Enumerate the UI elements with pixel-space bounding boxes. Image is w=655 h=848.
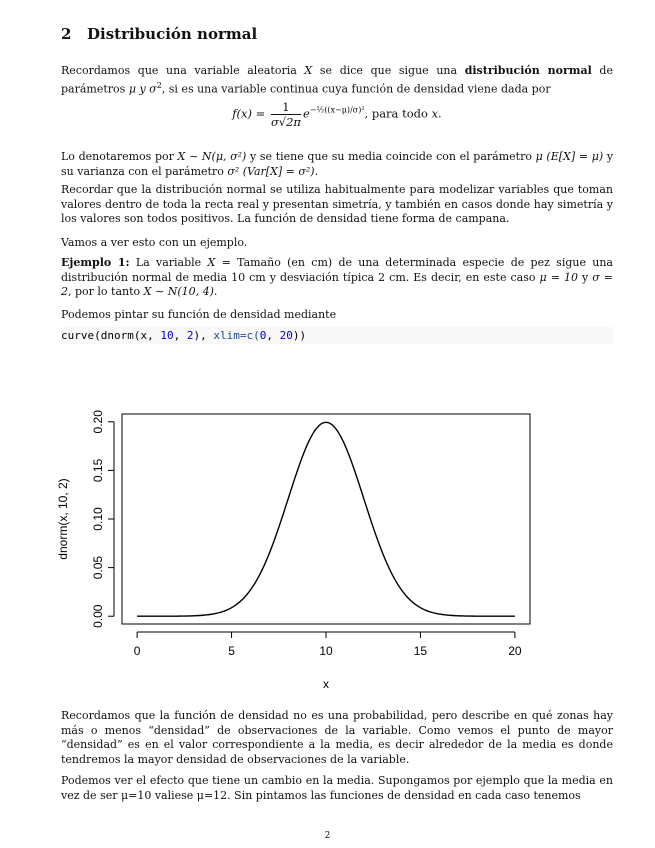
code-num: 0	[259, 329, 267, 342]
example-text: .	[213, 285, 218, 298]
remember-text: Recordar que la distribución normal se utiliza habitualmente para modelizar variables que toman valores dentro de toda la recta real y presentan simetría, y también en casos donde hay simetría y los valores son todos positivos. La función de densidad tiene forma de campana.	[61, 183, 613, 225]
math-params: μ y σ	[128, 82, 157, 96]
density-chart	[58, 400, 548, 700]
math-expr: σ² (Var[X] = σ²)	[227, 164, 315, 178]
intro-bold-term: distribución normal	[464, 64, 592, 77]
lets-see-paragraph	[61, 236, 613, 251]
formula-lhs: f(x) =	[232, 106, 266, 121]
denote-text: .	[314, 164, 319, 178]
formula-numerator: 1	[271, 100, 301, 115]
example-text: , por lo tanto	[68, 285, 144, 298]
formula-rhs: , para todo	[364, 106, 432, 121]
x-tick-label: 10	[319, 644, 333, 658]
y-tick-label: 0.10	[91, 507, 105, 531]
after-plot-text: Recordamos que la función de densidad no es una probabilidad, pero describe en qué zonas hay más o menos “densidad” de observaciones de la variable. Como vemos el punto de mayor “densidad” es en el valor correspondiente a la media, es decir alrededor de la media es donde tendremos la mayor densidad de observaciones de la variable.	[61, 709, 613, 766]
intro-text: , si es una variable continua cuya función de densidad viene dada por	[161, 82, 551, 96]
code-block	[61, 327, 613, 344]
denote-paragraph	[61, 150, 613, 179]
plot-intro-paragraph	[61, 308, 613, 323]
y-tick-label: 0.05	[91, 555, 105, 580]
example-paragraph	[61, 256, 613, 300]
x-tick-label: 20	[508, 644, 522, 658]
section-title: Distribución normal	[87, 25, 258, 43]
formula-exp-power: −½((x−μ)/σ)²	[309, 105, 365, 115]
plot-frame	[122, 414, 530, 624]
y-tick-label: 0.15	[91, 458, 105, 483]
denote-text: y se tiene que su media coincide con el parámetro	[246, 150, 536, 163]
intro-paragraph: Recordamos que una variable aleatoria X se dice que sigue una distribución normal de parámetros μ y $\sigma^2$, si es una variable continua cuya función de densidad viene dada por	[61, 64, 613, 96]
denote-text: y	[603, 150, 614, 163]
x-tick-label: 5	[228, 644, 235, 658]
page-number: 2	[324, 831, 331, 841]
section-number: 2	[61, 25, 72, 43]
x-axis-title: x	[323, 677, 329, 691]
after-plot-paragraph	[61, 709, 613, 767]
formula-exp: e	[303, 106, 310, 121]
code-num: 20	[279, 329, 293, 342]
math-expr: μ = 10	[539, 270, 578, 284]
code-sep: ,	[266, 329, 280, 342]
plot-intro-text: Podemos pintar su función de densidad mediante	[61, 308, 337, 321]
example-text: = Tamaño (en cm) de una determinada especie de pez sigue una distribución normal de media 10 cm y desviación típica 2 cm. Es decir, en este caso	[61, 256, 613, 284]
mean-change-paragraph	[61, 774, 613, 803]
example-label: Ejemplo 1:	[61, 256, 130, 269]
section-heading	[61, 25, 257, 43]
math-expr: X ∼ N(μ, σ²)	[177, 150, 247, 163]
math-expr: μ (E[X] = μ)	[535, 150, 604, 163]
example-text: La variable	[129, 256, 208, 269]
y-axis-title: dnorm(x, 10, 2)	[56, 478, 70, 560]
intro-text: se dice que sigue una	[312, 64, 465, 77]
density-curve	[137, 422, 515, 616]
mean-change-text: Podemos ver el efecto que tiene un cambio en la media. Supongamos por ejemplo que la media en vez de ser μ=10 valiese μ=12. Sin pintamos las funciones de densidad en cada caso tenemos	[61, 774, 613, 802]
denote-text: Lo denotaremos por	[61, 150, 178, 163]
example-text: y	[577, 270, 593, 284]
code-num: 2	[186, 329, 194, 342]
code-end: ))	[292, 329, 307, 342]
formula-fraction	[271, 100, 301, 129]
formula-rhs-var: x.	[431, 106, 442, 121]
math-expr: σ = 2	[61, 270, 613, 298]
code-sep: ,	[173, 329, 187, 342]
chart-layer	[56, 410, 530, 691]
density-formula	[61, 100, 613, 129]
x-tick-label: 0	[133, 644, 141, 658]
y-tick-label: 0.20	[91, 410, 105, 434]
math-expr: X ∼ N(10, 4)	[143, 285, 214, 298]
code-sep: ),	[193, 329, 214, 342]
code-arg: xlim=c(	[213, 329, 260, 342]
remember-paragraph	[61, 183, 613, 227]
lets-see-text: Vamos a ver esto con un ejemplo.	[61, 236, 248, 249]
intro-text: de parámetros	[61, 64, 613, 96]
code-fn: curve(dnorm(x,	[61, 329, 161, 342]
code-num: 10	[160, 329, 174, 342]
denote-text: su varianza con el parámetro	[61, 164, 228, 178]
y-tick-label: 0.00	[91, 604, 105, 628]
math-expr: X	[207, 256, 216, 269]
formula-denominator: σ√2π	[270, 115, 301, 129]
math-var: X	[304, 64, 313, 77]
intro-text: Recordamos que una variable aleatoria	[61, 64, 305, 77]
x-tick-label: 15	[413, 644, 428, 658]
